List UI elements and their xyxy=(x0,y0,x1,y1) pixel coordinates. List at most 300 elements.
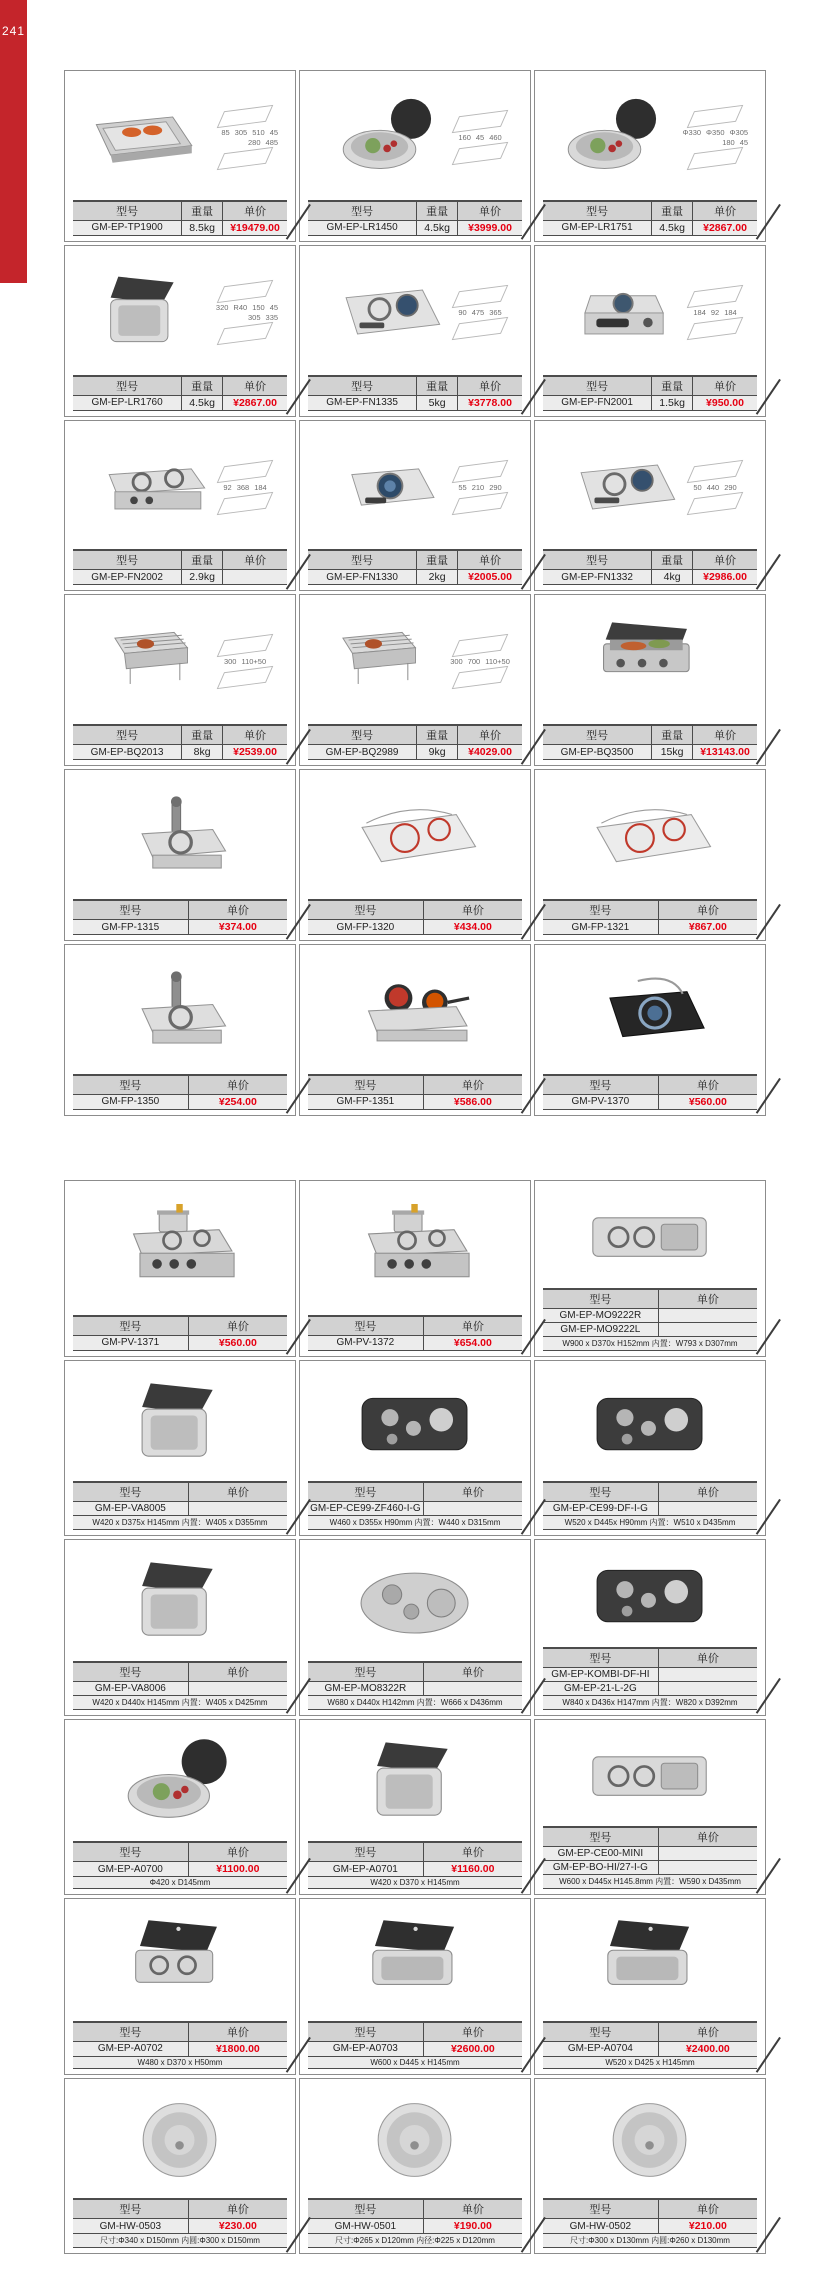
price-header: 单价 xyxy=(188,2022,287,2042)
model-header: 型号 xyxy=(308,900,423,920)
two-burner-hob-image xyxy=(300,246,530,375)
hob-glass-lid-image xyxy=(65,1899,295,2021)
price-header: 单价 xyxy=(658,1827,757,1847)
model-cell: GM-EP-FN1332 xyxy=(543,570,652,585)
spec-header-row xyxy=(543,2022,757,2042)
product-cell xyxy=(299,1719,531,1896)
spec-row xyxy=(308,2041,522,2056)
product-cell xyxy=(299,1360,531,1537)
spec-table xyxy=(308,1074,522,1110)
stove-with-pans-image xyxy=(300,945,530,1074)
price-header: 单价 xyxy=(423,2022,522,2042)
spec-header-row xyxy=(308,1842,522,1862)
sketch-dim-label: 90 xyxy=(458,307,467,317)
price-header: 单价 xyxy=(423,1662,522,1682)
product-cell xyxy=(299,70,531,242)
model-header: 型号 xyxy=(543,1075,658,1095)
spec-row xyxy=(73,1502,287,1516)
spec-header-row xyxy=(543,1648,757,1668)
spec-row xyxy=(543,220,757,235)
price-cell: ¥586.00 xyxy=(423,1094,522,1109)
product-cell xyxy=(534,1360,766,1537)
price-cell: ¥434.00 xyxy=(423,920,522,935)
round-basin-image xyxy=(535,2079,765,2199)
price-cell: ¥2400.00 xyxy=(658,2041,757,2056)
weight-cell: 4.5kg xyxy=(417,220,458,235)
spec-row xyxy=(543,1847,757,1861)
sketch-dim-label: 300 xyxy=(223,657,237,667)
spec-header-row xyxy=(73,1482,287,1502)
price-cell: ¥19479.00 xyxy=(223,220,287,235)
spec-row xyxy=(543,570,757,585)
sketch-dim-label: 368 xyxy=(236,482,250,492)
spec-header-row xyxy=(308,725,522,745)
spec-table xyxy=(73,899,287,935)
spec-table xyxy=(73,2198,287,2248)
sketch-dim-label: 45 xyxy=(269,302,279,312)
product-cell xyxy=(534,594,766,766)
model-cell: GM-EP-CE99-DF-I-G xyxy=(543,1502,658,1516)
dims-row xyxy=(73,1877,287,1889)
price-header: 单价 xyxy=(693,550,757,570)
spec-table xyxy=(73,200,287,236)
price-cell: ¥1100.00 xyxy=(188,1862,287,1877)
spec-table xyxy=(73,1661,287,1710)
sketch-dim-label: 510 xyxy=(252,127,265,137)
sketch-dim-label: 290 xyxy=(489,482,502,492)
weight-header: 重量 xyxy=(417,550,458,570)
sketch-wireframe xyxy=(452,110,509,133)
spec-header-row xyxy=(543,201,757,221)
model-cell: GM-EP-CE99-ZF460-I-G xyxy=(308,1502,423,1516)
spec-header-row xyxy=(308,376,522,396)
product-cell xyxy=(64,769,296,941)
dimensions-cell: Φ420 x D145mm xyxy=(73,1877,287,1889)
product-cell xyxy=(299,769,531,941)
spec-header-row xyxy=(308,201,522,221)
sketch-dim-label: 460 xyxy=(489,132,502,142)
spec-header-row xyxy=(73,376,287,396)
spec-row xyxy=(543,2219,757,2234)
price-cell: ¥1800.00 xyxy=(188,2041,287,2056)
spec-header-row xyxy=(308,1482,522,1502)
two-burner-hob-image xyxy=(535,421,765,550)
weight-header: 重量 xyxy=(652,376,693,396)
model-header: 型号 xyxy=(543,376,652,396)
weight-cell: 15kg xyxy=(652,745,693,760)
sketch-wireframe xyxy=(217,105,274,128)
product-cell xyxy=(299,944,531,1116)
product-cell xyxy=(534,944,766,1116)
sink-hob-combo-image xyxy=(535,1720,765,1827)
price-cell: ¥560.00 xyxy=(188,1335,287,1350)
sketch-wireframe xyxy=(217,322,274,345)
weight-header: 重量 xyxy=(417,201,458,221)
sketch-dim-label: 305 xyxy=(248,312,261,322)
price-header: 单价 xyxy=(458,725,522,745)
sketch-dim-label: 440 xyxy=(706,482,720,492)
spec-header-row xyxy=(73,1842,287,1862)
sketch-dim-label: 180 xyxy=(722,137,735,147)
model-cell: GM-EP-A0703 xyxy=(308,2041,423,2056)
dims-row xyxy=(73,2056,287,2068)
sketch-dim-label: 184 xyxy=(693,307,706,317)
dims-row xyxy=(73,1516,287,1530)
spec-row xyxy=(308,1094,522,1109)
dimension-sketch xyxy=(692,288,738,337)
product-cell xyxy=(534,1898,766,2075)
model-cell: GM-EP-MO9222L xyxy=(543,1322,658,1336)
spec-row xyxy=(308,920,522,935)
price-header: 单价 xyxy=(658,1289,757,1309)
spec-table xyxy=(308,724,522,760)
round-sink-lid-image xyxy=(535,71,765,200)
spec-header-row xyxy=(543,900,757,920)
model-header: 型号 xyxy=(543,1648,658,1668)
folding-stove-image xyxy=(65,945,295,1074)
sketch-dim-label: 335 xyxy=(265,312,279,322)
spec-header-row xyxy=(543,1827,757,1847)
sketch-dim-label: 110+50 xyxy=(485,657,510,667)
spec-row xyxy=(543,1681,757,1695)
price-header: 单价 xyxy=(223,725,287,745)
model-header: 型号 xyxy=(308,201,417,221)
sketch-dim-label: 365 xyxy=(489,307,502,317)
dimensions-cell: W420 x D440x H145mm 内置：W405 x D425mm xyxy=(73,1695,287,1709)
dimension-sketch xyxy=(457,113,503,162)
model-header: 型号 xyxy=(543,1482,658,1502)
weight-cell: 5kg xyxy=(417,395,458,410)
dims-row xyxy=(73,1695,287,1709)
spec-table xyxy=(543,1647,757,1710)
model-cell: GM-EP-A0702 xyxy=(73,2041,188,2056)
spec-table xyxy=(308,549,522,585)
price-header: 单价 xyxy=(188,900,287,920)
price-cell xyxy=(188,1681,287,1695)
page-number: 241 xyxy=(1,24,26,38)
price-header: 单价 xyxy=(188,2199,287,2219)
sketch-dim-label: 305 xyxy=(234,127,248,137)
price-cell: ¥254.00 xyxy=(188,1094,287,1109)
model-cell: GM-EP-CE00-MINI xyxy=(543,1847,658,1861)
dimension-sketch xyxy=(682,108,748,167)
price-header: 单价 xyxy=(693,376,757,396)
spec-table xyxy=(308,2021,522,2069)
sketch-wireframe xyxy=(217,280,274,303)
spec-table xyxy=(543,2021,757,2069)
price-header: 单价 xyxy=(423,1075,522,1095)
spec-table xyxy=(308,1841,522,1889)
combi-unit-image xyxy=(535,1361,765,1482)
price-cell: ¥190.00 xyxy=(423,2219,522,2234)
model-cell: GM-FP-1351 xyxy=(308,1094,423,1109)
model-cell: GM-PV-1370 xyxy=(543,1094,658,1109)
spec-table xyxy=(73,1074,287,1110)
spec-header-row xyxy=(308,1075,522,1095)
price-cell: ¥2986.00 xyxy=(693,570,757,585)
sketch-dim-label: R40 xyxy=(233,302,248,312)
model-cell: GM-EP-VA8006 xyxy=(73,1681,188,1695)
sketch-dimensions xyxy=(223,483,266,492)
sink-glass-lid-image xyxy=(535,1899,765,2021)
dimensions-cell: 尺寸:Φ340 x D150mm 内圆:Φ300 x D150mm xyxy=(73,2234,287,2248)
spec-row xyxy=(73,745,287,760)
product-cell xyxy=(64,1539,296,1716)
model-cell: GM-EP-BO-HI/27-I-G xyxy=(543,1861,658,1875)
sketch-dim-label: 150 xyxy=(252,302,265,312)
product-cell xyxy=(299,2078,531,2255)
price-cell: ¥2867.00 xyxy=(693,220,757,235)
sketch-dim-label: 45 xyxy=(269,127,279,137)
product-cell xyxy=(299,245,531,417)
spec-header-row xyxy=(543,1075,757,1095)
price-header: 单价 xyxy=(423,2199,522,2219)
price-cell xyxy=(188,1502,287,1516)
dimensions-cell: W480 x D370 x H50mm xyxy=(73,2056,287,2068)
product-cell xyxy=(534,245,766,417)
bbq-grill-image xyxy=(300,595,530,724)
model-cell: GM-EP-MO8322R xyxy=(308,1681,423,1695)
model-header: 型号 xyxy=(73,1316,188,1336)
price-cell: ¥2600.00 xyxy=(423,2041,522,2056)
sketch-dim-label: Φ330 xyxy=(682,127,702,137)
round-sink-lid-image xyxy=(300,71,530,200)
sink-hob-combo-image xyxy=(535,1181,765,1288)
model-cell: GM-EP-BQ3500 xyxy=(543,745,652,760)
spec-row xyxy=(308,220,522,235)
price-header: 单价 xyxy=(223,376,287,396)
spec-header-row xyxy=(73,2199,287,2219)
weight-header: 重量 xyxy=(182,376,223,396)
price-header: 单价 xyxy=(458,550,522,570)
sketch-dimensions xyxy=(693,483,736,492)
spec-row xyxy=(308,2219,522,2234)
price-cell: ¥4029.00 xyxy=(458,745,522,760)
price-header: 单价 xyxy=(423,1482,522,1502)
sketch-dim-label: 300 xyxy=(450,657,463,667)
spec-table xyxy=(543,2198,757,2248)
product-cell xyxy=(299,1539,531,1716)
spec-row xyxy=(308,570,522,585)
spec-table xyxy=(308,200,522,236)
square-sink-lid-image xyxy=(65,246,295,375)
product-cell xyxy=(299,1180,531,1357)
price-header: 单价 xyxy=(423,900,522,920)
sketch-wireframe xyxy=(217,634,274,657)
sketch-dim-label: 45 xyxy=(739,137,749,147)
product-cell xyxy=(299,420,531,592)
weight-cell: 4.5kg xyxy=(182,395,223,410)
product-cell xyxy=(534,70,766,242)
spec-table xyxy=(73,375,287,411)
oval-combi-image xyxy=(300,1540,530,1661)
spec-header-row xyxy=(543,725,757,745)
model-header: 型号 xyxy=(543,2022,658,2042)
model-header: 型号 xyxy=(543,725,652,745)
spec-row xyxy=(73,1094,287,1109)
sketch-wireframe xyxy=(452,666,509,689)
spec-table xyxy=(308,2198,522,2248)
sketch-wireframe xyxy=(452,317,509,340)
spec-row xyxy=(308,1681,522,1695)
spec-table xyxy=(543,1826,757,1889)
spec-table xyxy=(308,1661,522,1710)
product-cell xyxy=(64,245,296,417)
model-header: 型号 xyxy=(308,1662,423,1682)
round-basin-image xyxy=(300,2079,530,2199)
price-header: 单价 xyxy=(423,1842,522,1862)
product-cell xyxy=(534,1180,766,1357)
sketch-dimensions xyxy=(458,308,501,317)
dimensions-cell: W420 x D370 x H145mm xyxy=(308,1877,522,1889)
round-sink-lid-image xyxy=(65,1720,295,1842)
weight-cell: 8kg xyxy=(182,745,223,760)
price-cell: ¥1160.00 xyxy=(423,1862,522,1877)
dimensions-cell: W520 x D425 x H145mm xyxy=(543,2056,757,2068)
weight-cell: 2.9kg xyxy=(182,570,223,585)
round-basin-image xyxy=(65,2079,295,2199)
sketch-dim-label: 485 xyxy=(265,137,279,147)
price-cell xyxy=(658,1502,757,1516)
price-cell: ¥210.00 xyxy=(658,2219,757,2234)
spec-table xyxy=(543,549,757,585)
sketch-dim-label: 92 xyxy=(223,482,232,492)
price-cell: ¥374.00 xyxy=(188,920,287,935)
product-cell xyxy=(534,769,766,941)
product-cell xyxy=(64,2078,296,2255)
model-cell: GM-EP-FN2001 xyxy=(543,395,652,410)
dims-row xyxy=(308,1877,522,1889)
spec-row xyxy=(543,2041,757,2056)
spec-header-row xyxy=(543,376,757,396)
product-cell xyxy=(299,1898,531,2075)
dimensions-cell: W420 x D375x H145mm 内置：W405 x D355mm xyxy=(73,1516,287,1530)
product-cell xyxy=(64,70,296,242)
price-cell: ¥867.00 xyxy=(658,920,757,935)
sketch-wireframe xyxy=(687,285,744,308)
price-cell: ¥3778.00 xyxy=(458,395,522,410)
sketch-dim-label: 184 xyxy=(724,307,737,317)
dimensions-cell: W600 x D445x H145.8mm 内置：W590 x D435mm xyxy=(543,1875,757,1889)
model-header: 型号 xyxy=(73,2199,188,2219)
wok-burner-image xyxy=(535,945,765,1074)
model-cell: GM-EP-FN1335 xyxy=(308,395,417,410)
spec-header-row xyxy=(73,201,287,221)
dims-row xyxy=(308,1516,522,1530)
spec-row xyxy=(73,1681,287,1695)
sketch-dim-label: 290 xyxy=(724,482,737,492)
spec-header-row xyxy=(73,1662,287,1682)
product-cell xyxy=(64,1180,296,1357)
spec-header-row xyxy=(308,2022,522,2042)
model-cell: GM-EP-FN1330 xyxy=(308,570,417,585)
dimensions-cell: 尺寸:Φ300 x D130mm 内圆:Φ260 x D130mm xyxy=(543,2234,757,2248)
combi-unit-image xyxy=(535,1540,765,1647)
sketch-dim-label: 92 xyxy=(710,307,720,317)
dims-row xyxy=(73,2234,287,2248)
dims-row xyxy=(543,2056,757,2068)
price-cell: ¥560.00 xyxy=(658,1094,757,1109)
sketch-dimensions xyxy=(458,483,501,492)
model-header: 型号 xyxy=(308,2022,423,2042)
spec-table xyxy=(543,1288,757,1351)
sketch-dim-label: 475 xyxy=(471,307,485,317)
price-header: 单价 xyxy=(223,550,287,570)
product-cell xyxy=(534,1539,766,1716)
spec-header-row xyxy=(308,1662,522,1682)
sketch-dim-label: 110+50 xyxy=(241,657,267,667)
spec-row xyxy=(543,1861,757,1875)
spec-row xyxy=(543,1308,757,1322)
model-header: 型号 xyxy=(73,550,182,570)
sketch-dim-label: 45 xyxy=(475,132,485,142)
sketch-wireframe xyxy=(687,491,744,514)
model-cell: GM-EP-FN2002 xyxy=(73,570,182,585)
dims-row xyxy=(308,2234,522,2248)
model-header: 型号 xyxy=(543,1827,658,1847)
dimensions-cell: W520 x D445x H90mm 内置：W510 x D435mm xyxy=(543,1516,757,1530)
combi-unit-image xyxy=(300,1361,530,1482)
price-cell xyxy=(658,1667,757,1681)
sketch-wireframe xyxy=(217,666,274,689)
price-cell xyxy=(223,570,287,585)
spec-row xyxy=(543,1667,757,1681)
model-header: 型号 xyxy=(73,1662,188,1682)
sketch-wireframe xyxy=(452,142,509,165)
spec-row xyxy=(308,395,522,410)
price-header: 单价 xyxy=(658,2022,757,2042)
model-cell: GM-FP-1320 xyxy=(308,920,423,935)
model-header: 型号 xyxy=(543,2199,658,2219)
price-cell: ¥654.00 xyxy=(423,1335,522,1350)
spec-header-row xyxy=(308,550,522,570)
sketch-wireframe xyxy=(687,317,744,340)
sketch-dim-label: 320 xyxy=(215,302,229,312)
sketch-dim-label: 280 xyxy=(248,137,261,147)
spec-table xyxy=(543,1481,757,1530)
price-cell: ¥2539.00 xyxy=(223,745,287,760)
sketch-dimensions xyxy=(458,133,501,142)
model-header: 型号 xyxy=(308,1842,423,1862)
stove-with-pot-image xyxy=(65,1181,295,1315)
price-header: 单价 xyxy=(693,725,757,745)
model-cell: GM-HW-0502 xyxy=(543,2219,658,2234)
sketch-wireframe xyxy=(687,147,744,170)
price-cell xyxy=(423,1681,522,1695)
model-cell: GM-EP-TP1900 xyxy=(73,220,182,235)
ceramic-hob-image xyxy=(535,770,765,899)
single-burner-stove-image xyxy=(535,246,765,375)
model-cell: GM-EP-MO9222R xyxy=(543,1308,658,1322)
sketch-wireframe xyxy=(452,285,509,308)
price-cell xyxy=(658,1847,757,1861)
price-header: 单价 xyxy=(458,201,522,221)
sketch-dimensions xyxy=(682,128,748,147)
price-cell: ¥3999.00 xyxy=(458,220,522,235)
price-header: 单价 xyxy=(658,1648,757,1668)
sketch-wireframe xyxy=(452,459,509,482)
sketch-dimensions xyxy=(450,657,510,666)
sketch-dim-label: 700 xyxy=(467,657,481,667)
sketch-wireframe xyxy=(452,634,509,657)
dimension-sketch xyxy=(222,463,268,512)
spec-table xyxy=(73,1481,287,1530)
sketch-dimensions xyxy=(212,303,278,322)
spec-row xyxy=(73,920,287,935)
weight-cell: 9kg xyxy=(417,745,458,760)
dims-row xyxy=(543,2234,757,2248)
price-cell: ¥13143.00 xyxy=(693,745,757,760)
